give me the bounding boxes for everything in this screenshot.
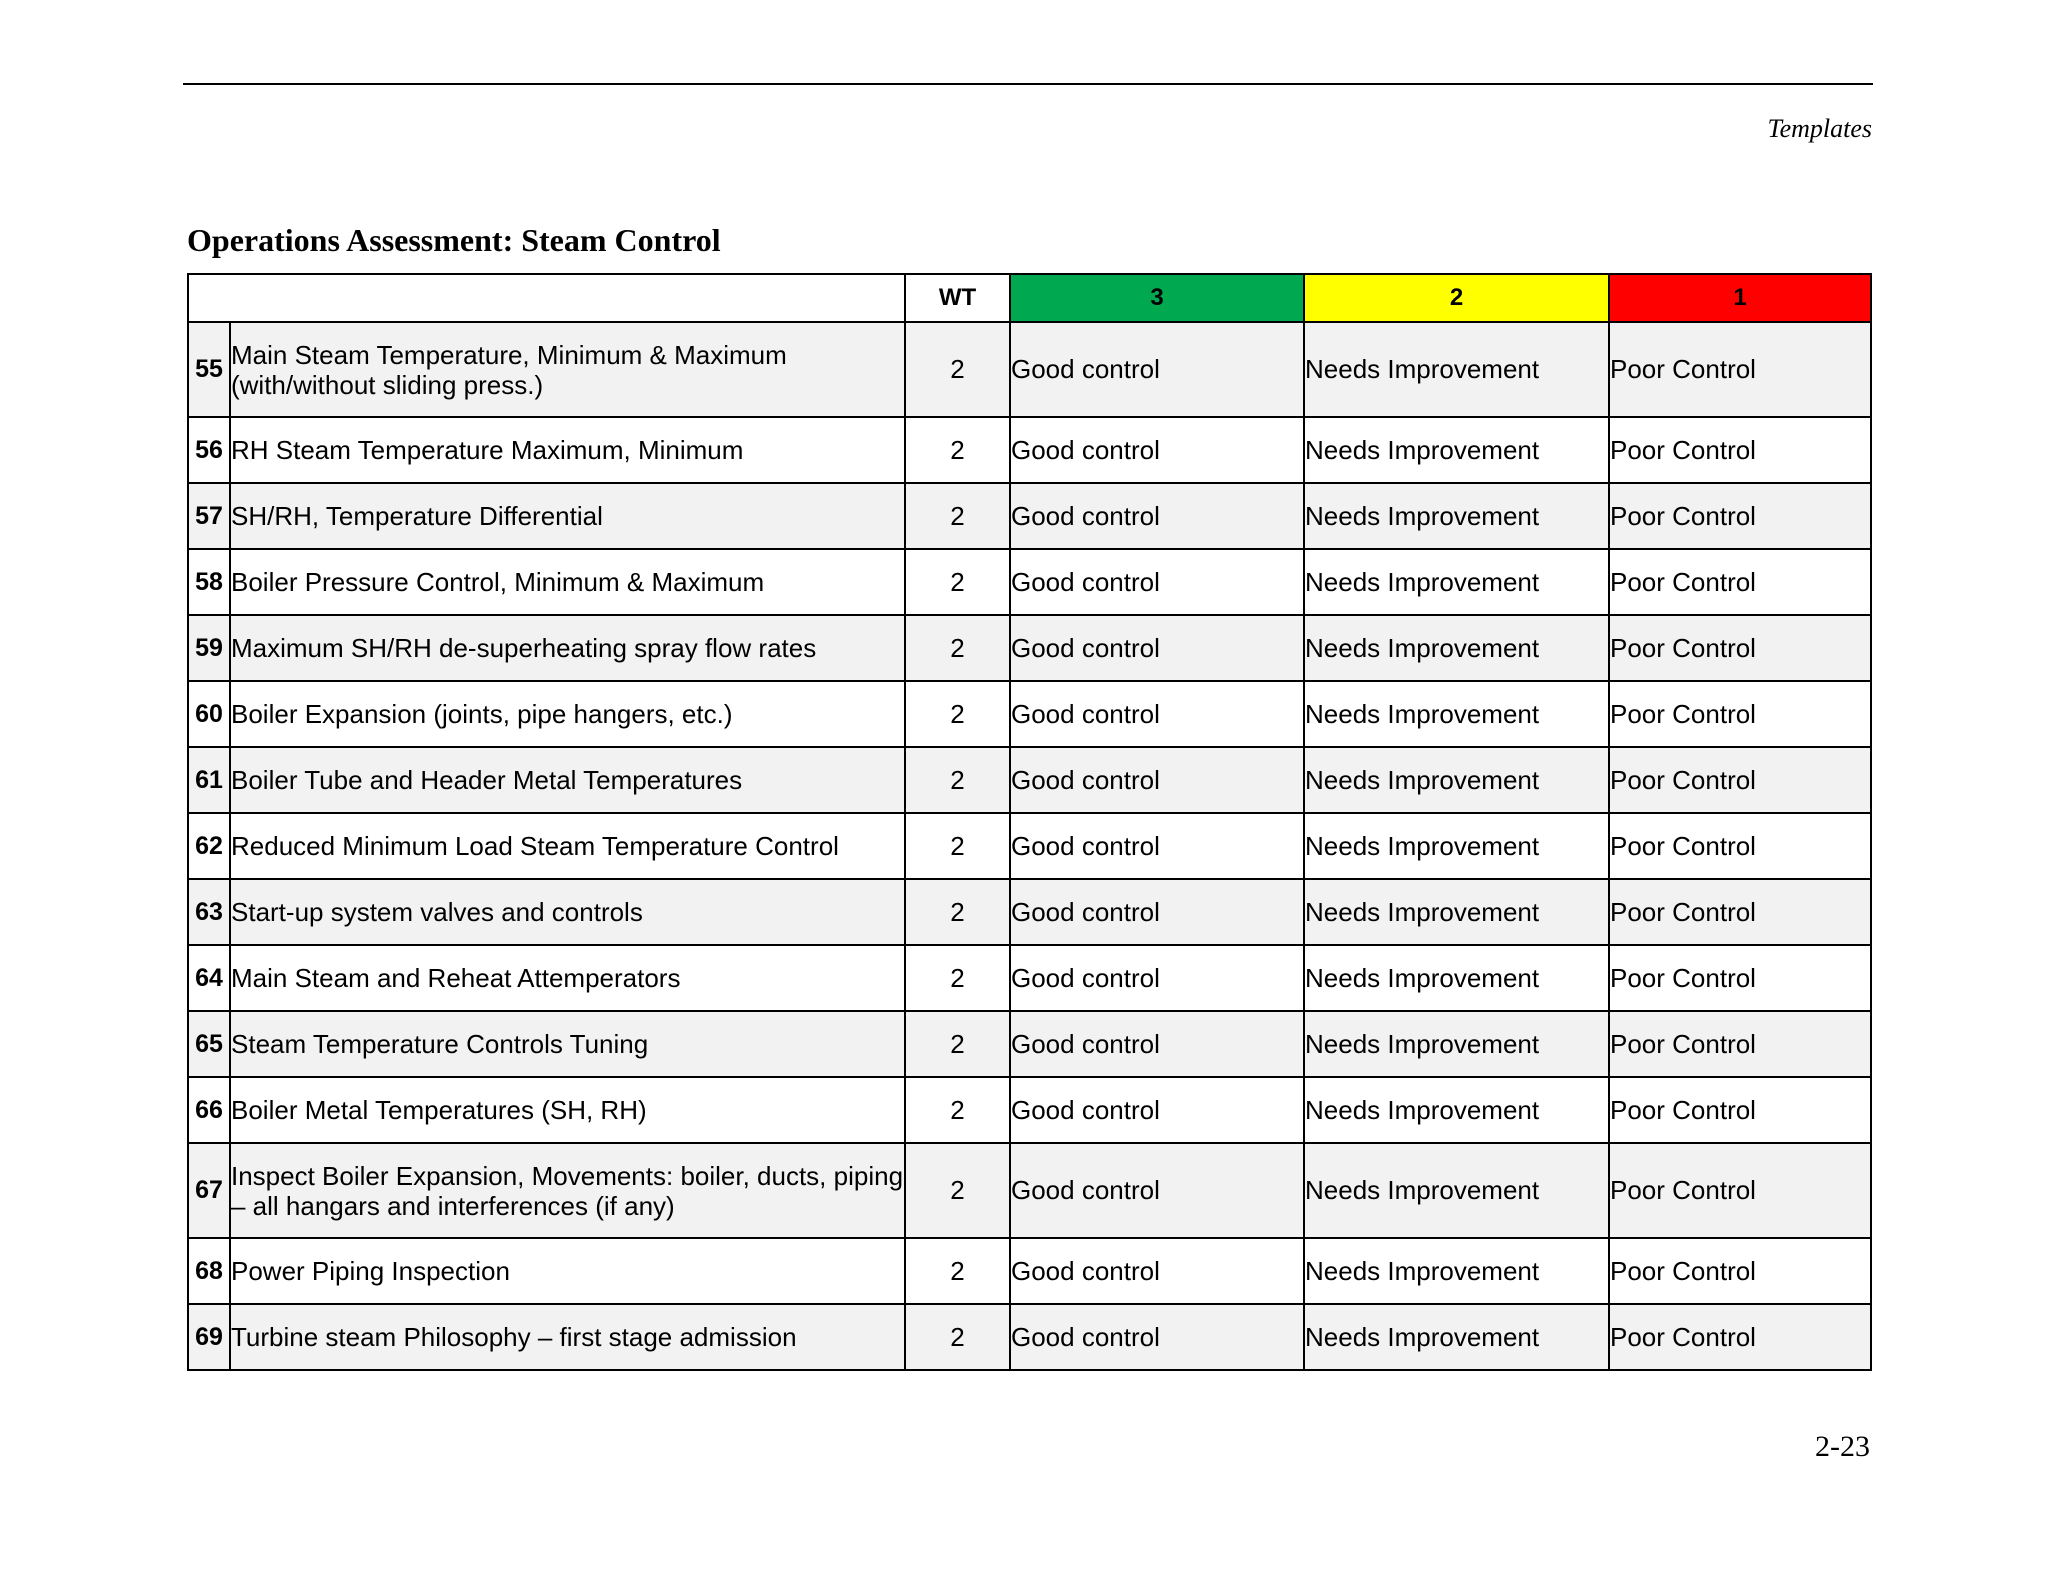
row-weight: 2 [905,813,1010,879]
row-item: Boiler Tube and Header Metal Temperatures [230,747,905,813]
row-rating-needs: Needs Improvement [1304,615,1609,681]
row-number: 67 [188,1143,230,1238]
row-item: Turbine steam Philosophy – first stage admission [230,1304,905,1370]
row-number: 57 [188,483,230,549]
row-number: 69 [188,1304,230,1370]
row-weight: 2 [905,945,1010,1011]
row-rating-poor: Poor Control [1609,1143,1871,1238]
table-row [188,813,1871,879]
table-row [188,1238,1871,1304]
row-item: Maximum SH/RH de-superheating spray flow rates [230,615,905,681]
row-rating-good: Good control [1010,549,1304,615]
row-item: Main Steam and Reheat Attemperators [230,945,905,1011]
row-rating-good: Good control [1010,1143,1304,1238]
row-item: Boiler Expansion (joints, pipe hangers, etc.) [230,681,905,747]
row-rating-needs: Needs Improvement [1304,813,1609,879]
row-rating-needs: Needs Improvement [1304,681,1609,747]
row-weight: 2 [905,549,1010,615]
row-rating-poor: Poor Control [1609,417,1871,483]
row-item: Steam Temperature Controls Tuning [230,1011,905,1077]
header-wt: WT [905,274,1010,322]
table-row [188,945,1871,1011]
row-number: 56 [188,417,230,483]
row-item: Inspect Boiler Expansion, Movements: boiler, ducts, piping – all hangars and interferences (if any) [230,1143,905,1238]
row-rating-poor: Poor Control [1609,483,1871,549]
row-rating-needs: Needs Improvement [1304,1143,1609,1238]
row-rating-good: Good control [1010,813,1304,879]
row-rating-needs: Needs Improvement [1304,1304,1609,1370]
row-rating-poor: Poor Control [1609,1304,1871,1370]
row-number: 55 [188,322,230,417]
row-weight: 2 [905,747,1010,813]
table-row [188,747,1871,813]
row-rating-good: Good control [1010,417,1304,483]
row-rating-good: Good control [1010,879,1304,945]
table-row [188,615,1871,681]
row-weight: 2 [905,1143,1010,1238]
row-rating-needs: Needs Improvement [1304,322,1609,417]
table-row [188,549,1871,615]
row-rating-poor: Poor Control [1609,1011,1871,1077]
row-number: 68 [188,1238,230,1304]
row-rating-poor: Poor Control [1609,615,1871,681]
row-weight: 2 [905,1077,1010,1143]
row-weight: 2 [905,681,1010,747]
row-weight: 2 [905,1304,1010,1370]
assessment-table [187,273,1872,1371]
row-rating-needs: Needs Improvement [1304,945,1609,1011]
row-rating-good: Good control [1010,1077,1304,1143]
section-name: Templates [1767,114,1872,143]
row-rating-needs: Needs Improvement [1304,1011,1609,1077]
table-row [188,1011,1871,1077]
row-weight: 2 [905,1011,1010,1077]
row-item: Power Piping Inspection [230,1238,905,1304]
row-number: 61 [188,747,230,813]
row-number: 60 [188,681,230,747]
row-rating-poor: Poor Control [1609,1077,1871,1143]
row-rating-good: Good control [1010,1011,1304,1077]
row-rating-good: Good control [1010,747,1304,813]
row-number: 66 [188,1077,230,1143]
row-weight: 2 [905,615,1010,681]
row-item: Reduced Minimum Load Steam Temperature Control [230,813,905,879]
header-rule [183,83,1873,85]
row-rating-needs: Needs Improvement [1304,879,1609,945]
row-number: 63 [188,879,230,945]
row-weight: 2 [905,417,1010,483]
row-rating-good: Good control [1010,1238,1304,1304]
row-item: Boiler Metal Temperatures (SH, RH) [230,1077,905,1143]
row-rating-needs: Needs Improvement [1304,483,1609,549]
table-row [188,1077,1871,1143]
table-row [188,322,1871,417]
table-row [188,1304,1871,1370]
row-rating-poor: Poor Control [1609,879,1871,945]
table-row [188,483,1871,549]
row-number: 58 [188,549,230,615]
row-rating-needs: Needs Improvement [1304,417,1609,483]
header-score-3: 3 [1010,274,1304,322]
row-weight: 2 [905,322,1010,417]
header-score-1: 1 [1609,274,1871,322]
row-item: Main Steam Temperature, Minimum & Maximum (with/without sliding press.) [230,322,905,417]
row-number: 65 [188,1011,230,1077]
row-rating-poor: Poor Control [1609,322,1871,417]
row-number: 64 [188,945,230,1011]
row-rating-poor: Poor Control [1609,945,1871,1011]
table-row [188,879,1871,945]
row-weight: 2 [905,483,1010,549]
header-blank-cell [188,274,905,322]
row-weight: 2 [905,879,1010,945]
row-item: RH Steam Temperature Maximum, Minimum [230,417,905,483]
row-rating-good: Good control [1010,483,1304,549]
row-weight: 2 [905,1238,1010,1304]
page-title: Operations Assessment: Steam Control [187,222,721,258]
header-score-2: 2 [1304,274,1609,322]
row-rating-poor: Poor Control [1609,747,1871,813]
row-rating-needs: Needs Improvement [1304,1238,1609,1304]
row-rating-needs: Needs Improvement [1304,549,1609,615]
row-rating-good: Good control [1010,322,1304,417]
row-rating-poor: Poor Control [1609,1238,1871,1304]
table-row [188,681,1871,747]
row-rating-good: Good control [1010,1304,1304,1370]
table-header-row [188,274,1871,322]
row-item: SH/RH, Temperature Differential [230,483,905,549]
page-number: 2-23 [1815,1430,1870,1463]
row-rating-poor: Poor Control [1609,813,1871,879]
row-rating-poor: Poor Control [1609,549,1871,615]
row-rating-good: Good control [1010,945,1304,1011]
table-row [188,1143,1871,1238]
row-rating-poor: Poor Control [1609,681,1871,747]
row-rating-needs: Needs Improvement [1304,1077,1609,1143]
row-rating-needs: Needs Improvement [1304,747,1609,813]
row-rating-good: Good control [1010,615,1304,681]
table-row [188,417,1871,483]
row-rating-good: Good control [1010,681,1304,747]
row-item: Start-up system valves and controls [230,879,905,945]
row-item: Boiler Pressure Control, Minimum & Maximum [230,549,905,615]
row-number: 59 [188,615,230,681]
row-number: 62 [188,813,230,879]
